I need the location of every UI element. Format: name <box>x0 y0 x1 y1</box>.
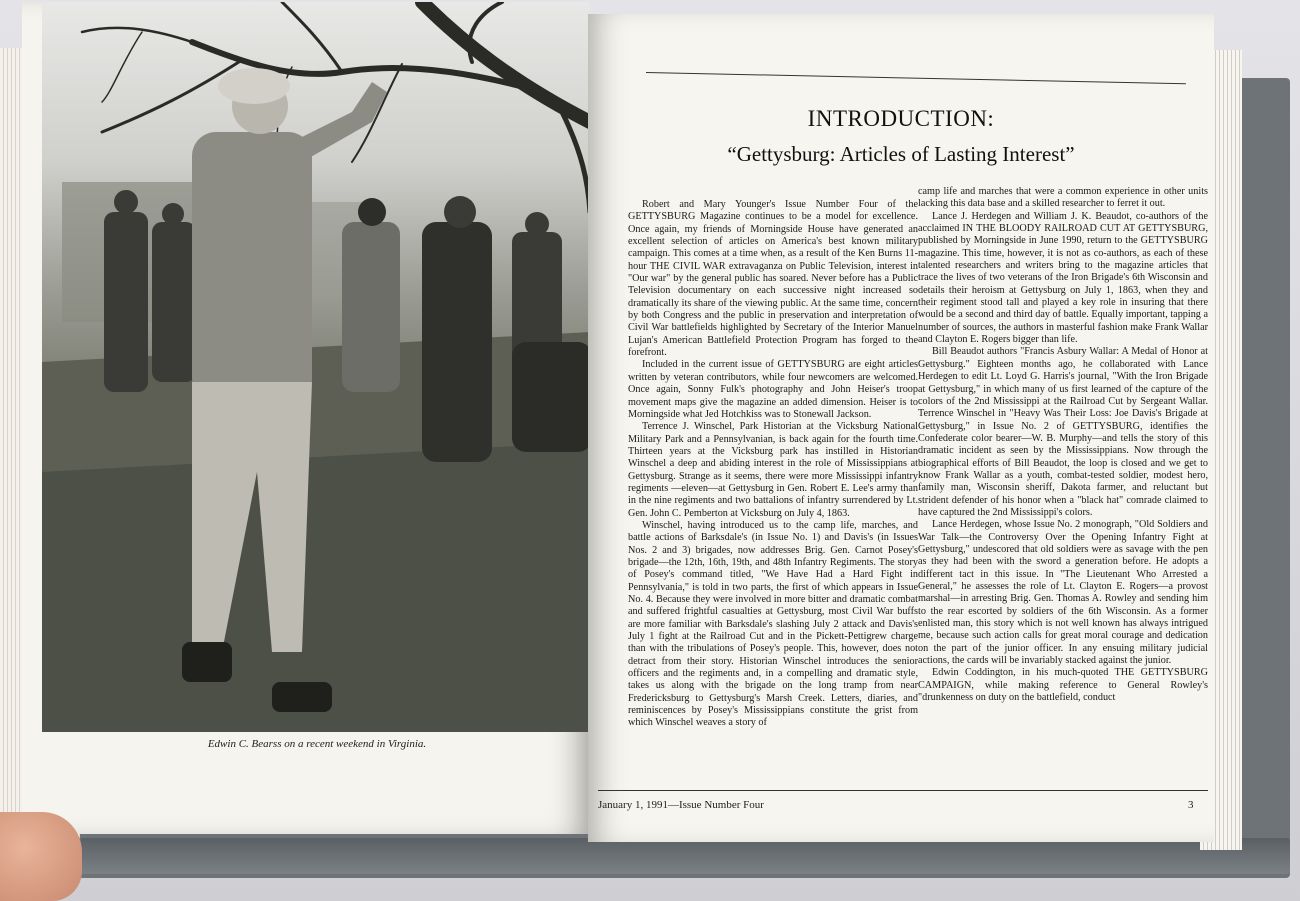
photograph <box>42 2 590 732</box>
paragraph: Winschel, having introduced us to the camp life, marches, and battle actions of Barksdale's (in Issue No. 1) and Davis's (in Issues Nos. 2 and 3) brigades, now addresses Brig. Gen. Carnot Posey's brigade—the 12th, 16th, 19th, and 48th Infantry Regiments. The story of Posey's command titled, "We Have Had a Hard Fight in Pennsylvania," is told in two parts, the first of which appears in Issue No. 4. Because they were involved in more bitter and dramatic combat and suffered frightful casualties at Gettysburg, most Civil War buffs are more familiar with Barksdale's slashing July 2 attack and Davis's July 1 fight at the Railroad Cut and in the Pickett-Pettigrew charge than with the tribulations of Posey's people. This, however, does not detract from their story. Historian Winschel introduces the senior officers and the regiments and, in a compelling and dramatic style, takes us along with the brigade on the long tramp from near Fredericksburg to Gettysburg's Marsh Creek. Letters, diaries, and reminiscences by Posey's Mississippians constitute the grist from which Winschel weaves a story of <box>628 519 918 729</box>
page-number: 3 <box>1188 799 1194 811</box>
paragraph: Edwin Coddington, in his much-quoted THE GETTYSBURG CAMPAIGN, while making reference to General Rowley's "drunkenness on duty on the battlefield, conduct <box>918 667 1208 704</box>
book-spine-bottom <box>80 838 1290 874</box>
page-subtitle: “Gettysburg: Articles of Lasting Interest” <box>727 142 1075 166</box>
thumb <box>0 812 82 901</box>
text-column-right <box>918 186 1208 704</box>
footer-issue: January 1, 1991—Issue Number Four <box>598 799 764 811</box>
paragraph: Included in the current issue of GETTYSBURG are eight articles written by veteran contributors, while four newcomers are welcomed. Once again, Sonny Fulk's photography and John Heiser's troop movement maps give the magazine an added dimension. Heiser is to Morningside what Jed Hotchkiss was to Stonewall Jackson. <box>628 359 918 420</box>
text-column-left <box>628 199 918 730</box>
photo-illustration <box>42 2 590 732</box>
paragraph: camp life and marches that were a common experience in other units lacking this data base and a skilled researcher to ferret it out. <box>918 186 1208 210</box>
right-page <box>588 14 1214 842</box>
top-rule <box>646 72 1186 84</box>
paragraph: Robert and Mary Younger's Issue Number Four of the GETTYSBURG Magazine continues to be a model for excellence. Once again, my friends of Morningside House have generated an excellent selection of articles on America's best known military campaign. This comes at a time when, as a result of the Ken Burns 11-hour THE CIVIL WAR extravaganza on Public Television, interest in "Our war" by the general public has soared. Never before has a Public Television documentary on each successive night increased so dramatically its share of the viewing public. At the same time, concern by both Congress and the public in preservation and interpretation of Civil War battlefields highlighted by Secretary of the Interior Manuel Lujan's American Battlefield Protection Program has forged to the forefront. <box>628 199 918 359</box>
paragraph: Lance J. Herdegen and William J. K. Beaudot, co-authors of the acclaimed IN THE BLOODY RAILROAD CUT AT GETTYSBURG, published by Morningside in June 1990, return to the GETTYSBURG magazine. This time, however, it is not as co-authors, as each of these talented researchers and writers bring to the magazine articles that trace the lives of two veterans of the Iron Brigade's 6th Wisconsin and details their heroism at Gettysburg on July 1, 1863, when they and their regiment stood tall and played a key role in insuring that there would be a second and third day of battle. Equally important, tapping a number of sources, the authors in masterful fashion make Frank Wallar and Clayton E. Rogers bigger than life. <box>918 210 1208 346</box>
photo-caption: Edwin C. Bearss on a recent weekend in Virginia. <box>207 738 427 750</box>
paragraph: Lance Herdegen, whose Issue No. 2 monograph, "Old Soldiers and War Talk—the Controversy Over the Opening Infantry Fight at Gettysburg," undescored that old soldiers were as savage with the pen as they had been with the sword a generation before. He adopts a different tact in this issue. In "The Lieutenant Who Arrested a General," he assesses the role of Lt. Clayton E. Rogers—a provost marshal—in arresting Brig. Gen. Thomas A. Rowley and sending him to the rear escorted by soldiers of the 6th Wisconsin. As a former enlisted man, this story which is not well known has always intrigued me, because such action calls for great moral courage and dedication on the part of the junior officer. In any ensuing military judicial actions, the cards will be invariably stacked against the junior. <box>918 519 1208 667</box>
page-title: INTRODUCTION: <box>807 106 995 131</box>
paragraph: Terrence J. Winschel, Park Historian at the Vicksburg National Military Park and a Pennsylvanian, is back again for the fourth time. Thirteen years at the Vicksburg park has instilled in Historian Winschel a deep and abiding interest in the role of Mississippians at Gettysburg. Strange as it seems, there were more Mississippi infantry regiments —eleven—at Gettysburg in Gen. Robert E. Lee's army than in the nine regiments and two battalions of infantry surrendered by Lt. Gen. John C. Pemberton at Vicksburg on July 4, 1863. <box>628 421 918 519</box>
footer-rule <box>598 790 1208 791</box>
left-page <box>22 2 588 834</box>
paragraph: Bill Beaudot authors "Francis Asbury Wallar: A Medal of Honor at Gettysburg." Eighteen months ago, he collaborated with Lance Herdegen to edit Lt. Loyd G. Harris's journal, "With the Iron Brigade at Gettysburg," in which many of us first learned of the capture of the colors of the 2nd Mississippi at the Railroad Cut by Sergeant Wallar. Terrence Winschel in "Heavy Was Their Loss: Joe Davis's Brigade at Gettysburg," in Issue No. 2 of GETTYSBURG, identifies the Confederate color bearer—W. B. Murphy—and tells the story of this dramatic incident as seen by the Mississippians. Now through the biographical efforts of Bill Beaudot, the loop is closed and we get to know Frank Wallar as a youth, combat-tested soldier, modest hero, family man, Wisconsin sheriff, Dakota farmer, and reluctant but strident defender of his honor when a "black hat" comrade claimed to have captured the 2nd Mississippi's colors. <box>918 346 1208 518</box>
